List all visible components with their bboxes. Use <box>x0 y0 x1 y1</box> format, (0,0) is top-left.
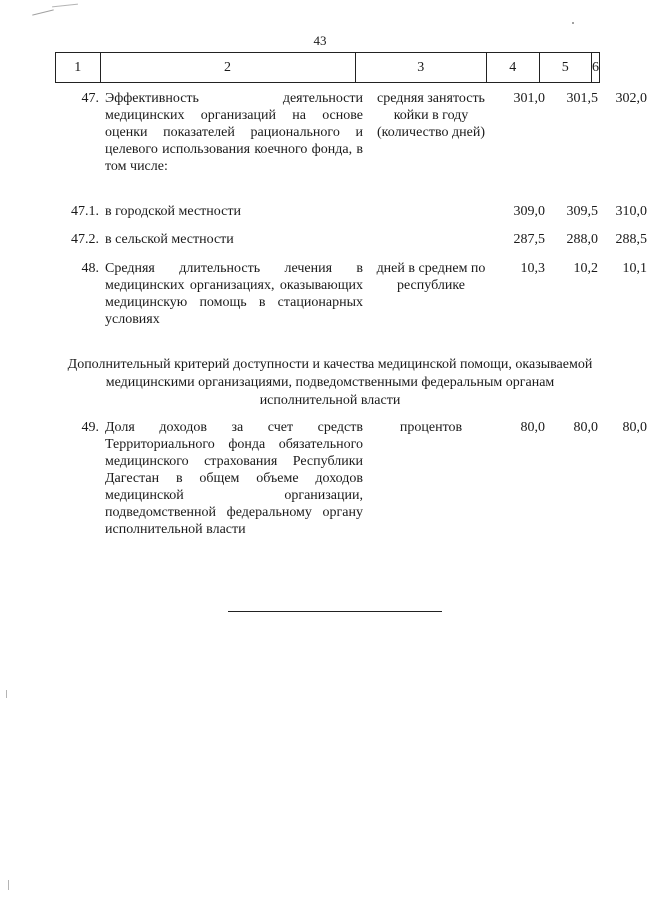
column-header-2: 2 <box>100 53 355 83</box>
row-description: Эффективность деятельности медицинских организаций на основе оценки показателей рационального и целевого использования коечного фонда, в том числе: <box>105 91 363 174</box>
row-number: 47.2. <box>71 232 99 247</box>
scan-artifact <box>32 9 54 15</box>
column-header-3: 3 <box>355 53 487 83</box>
row-value-col4: 287,5 <box>513 232 545 247</box>
scan-artifact <box>8 880 9 890</box>
row-value-col6: 310,0 <box>615 204 647 219</box>
row-value-col5: 309,5 <box>566 204 598 219</box>
row-number: 48. <box>81 261 99 276</box>
scan-artifact <box>572 22 574 24</box>
row-value-col4: 309,0 <box>513 204 545 219</box>
closing-divider <box>228 611 442 612</box>
row-value-col5: 288,0 <box>566 232 598 247</box>
column-header-4: 4 <box>487 53 539 83</box>
row-description: Средняя длительность лечения в медицинских организациях, оказывающих медицинскую помощь в стационарных условиях <box>105 261 363 327</box>
row-value-col5: 301,5 <box>566 91 598 106</box>
row-number: 47. <box>81 91 99 106</box>
row-unit: дней в среднем по республике <box>376 261 486 293</box>
column-header-6: 6 <box>592 53 600 83</box>
row-value-col6: 10,1 <box>622 261 647 276</box>
row-description: в сельской местности <box>105 232 234 247</box>
row-description: Доля доходов за счет средств Территориального фонда обязательного медицинского страхования Республики Дагестан в общем объеме доходов медицинской организации, подведомственной федеральному органу исполнительной власти <box>105 420 363 537</box>
row-value-col4: 301,0 <box>513 91 545 106</box>
scan-artifact <box>52 4 78 8</box>
row-unit: процентов <box>399 420 463 435</box>
column-header-5: 5 <box>539 53 592 83</box>
row-value-col6: 302,0 <box>615 91 647 106</box>
row-value-col5: 80,0 <box>573 420 598 435</box>
scan-artifact <box>6 690 7 698</box>
table-column-header <box>55 52 600 83</box>
column-header-1: 1 <box>56 53 101 83</box>
row-unit: средняя занятость койки в году (количество дней) <box>377 91 485 140</box>
criterion-heading: Дополнительный критерий доступности и качества медицинской помощи, оказываемой медицинскими организациями, подведомственными федеральным органам исполнительной власти <box>67 357 593 408</box>
row-value-col6: 80,0 <box>622 420 647 435</box>
row-number: 49. <box>81 420 99 435</box>
row-value-col4: 80,0 <box>520 420 545 435</box>
page-number: 43 <box>313 33 327 48</box>
row-value-col5: 10,2 <box>573 261 598 276</box>
row-description: в городской местности <box>105 204 241 219</box>
row-value-col6: 288,5 <box>615 232 647 247</box>
row-value-col4: 10,3 <box>520 261 545 276</box>
row-number: 47.1. <box>71 204 99 219</box>
